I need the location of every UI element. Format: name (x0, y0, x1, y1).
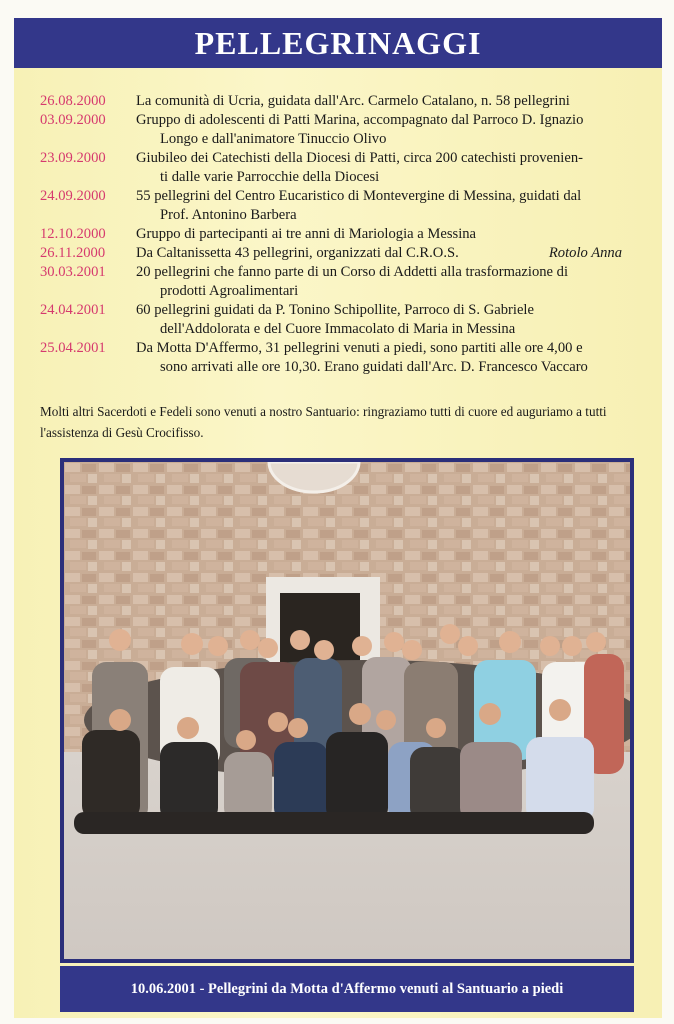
entry-text: 60 pellegrini guidati da P. Tonino Schipollite, Parroco di S. Gabriele dell'Addolorata e del Cuore Immacolato di Maria in Messina (136, 302, 534, 337)
entry-date: 12.10.2000 (40, 226, 106, 242)
group-photo (64, 462, 630, 959)
entry-date: 25.04.2001 (40, 340, 106, 356)
list-item (40, 92, 640, 111)
group-photo-illustration (64, 462, 630, 959)
entry-date: 24.04.2001 (40, 302, 106, 318)
entry-text: Da Motta D'Affermo, 31 pellegrini venuti a piedi, sono partiti alle ore 4,00 e sono arrivati alle ore 10,30. Erano guidati dall'Arc. D. Francesco Vaccaro (136, 340, 588, 375)
entry-text: Gruppo di adolescenti di Patti Marina, accompagnato dal Parroco D. Ignazio Longo e dall'animatore Tinuccio Olivo (136, 112, 584, 147)
entry-date: 03.09.2000 (40, 112, 106, 128)
list-item (40, 149, 640, 187)
photo-caption: 10.06.2001 - Pellegrini da Motta d'Affermo venuti al Santuario a piedi (130, 980, 564, 997)
page-title: PELLEGRINAGGI (194, 24, 482, 61)
list-item (40, 263, 640, 301)
title-bar (14, 18, 662, 68)
entry-text: Da Caltanissetta 43 pellegrini, organizzati dal C.R.O.S. Rotolo Anna (136, 244, 640, 263)
photo-frame (60, 458, 634, 963)
entry-date: 23.09.2000 (40, 150, 106, 166)
photo-caption-bar (60, 966, 634, 1012)
list-item (40, 111, 640, 149)
entry-date: 26.11.2000 (40, 245, 106, 261)
signature: Rotolo Anna (548, 245, 622, 261)
entry-date: 26.08.2000 (40, 93, 106, 109)
entry-text: La comunità di Ucria, guidata dall'Arc. Carmelo Catalano, n. 58 pellegrini (136, 93, 570, 109)
entry-date: 30.03.2001 (40, 264, 106, 280)
pilgrimage-list (40, 92, 640, 377)
entry-text: 55 pellegrini del Centro Eucaristico di Montevergine di Messina, guidati dal Prof. Antonino Barbera (136, 188, 582, 223)
entry-text: Giubileo dei Catechisti della Diocesi di Patti, circa 200 catechisti provenien- ti dalle varie Parrocchie della Diocesi (136, 150, 583, 185)
entry-text: Gruppo di partecipanti ai tre anni di Mariologia a Messina (136, 226, 477, 242)
closing-paragraph: Molti altri Sacerdoti e Fedeli sono venuti a nostro Santuario: ringraziamo tutti di cuore ed auguriamo a tutti l'assistenza di Gesù Crocifisso. (40, 404, 607, 440)
list-item (40, 187, 640, 225)
list-item (40, 244, 640, 263)
entry-text: 20 pellegrini che fanno parte di un Corso di Addetti alla trasformazione di prodotti Agroalimentari (136, 264, 569, 299)
list-item (40, 301, 640, 339)
list-item (40, 225, 640, 244)
list-item (40, 339, 640, 377)
entry-date: 24.09.2000 (40, 188, 106, 204)
